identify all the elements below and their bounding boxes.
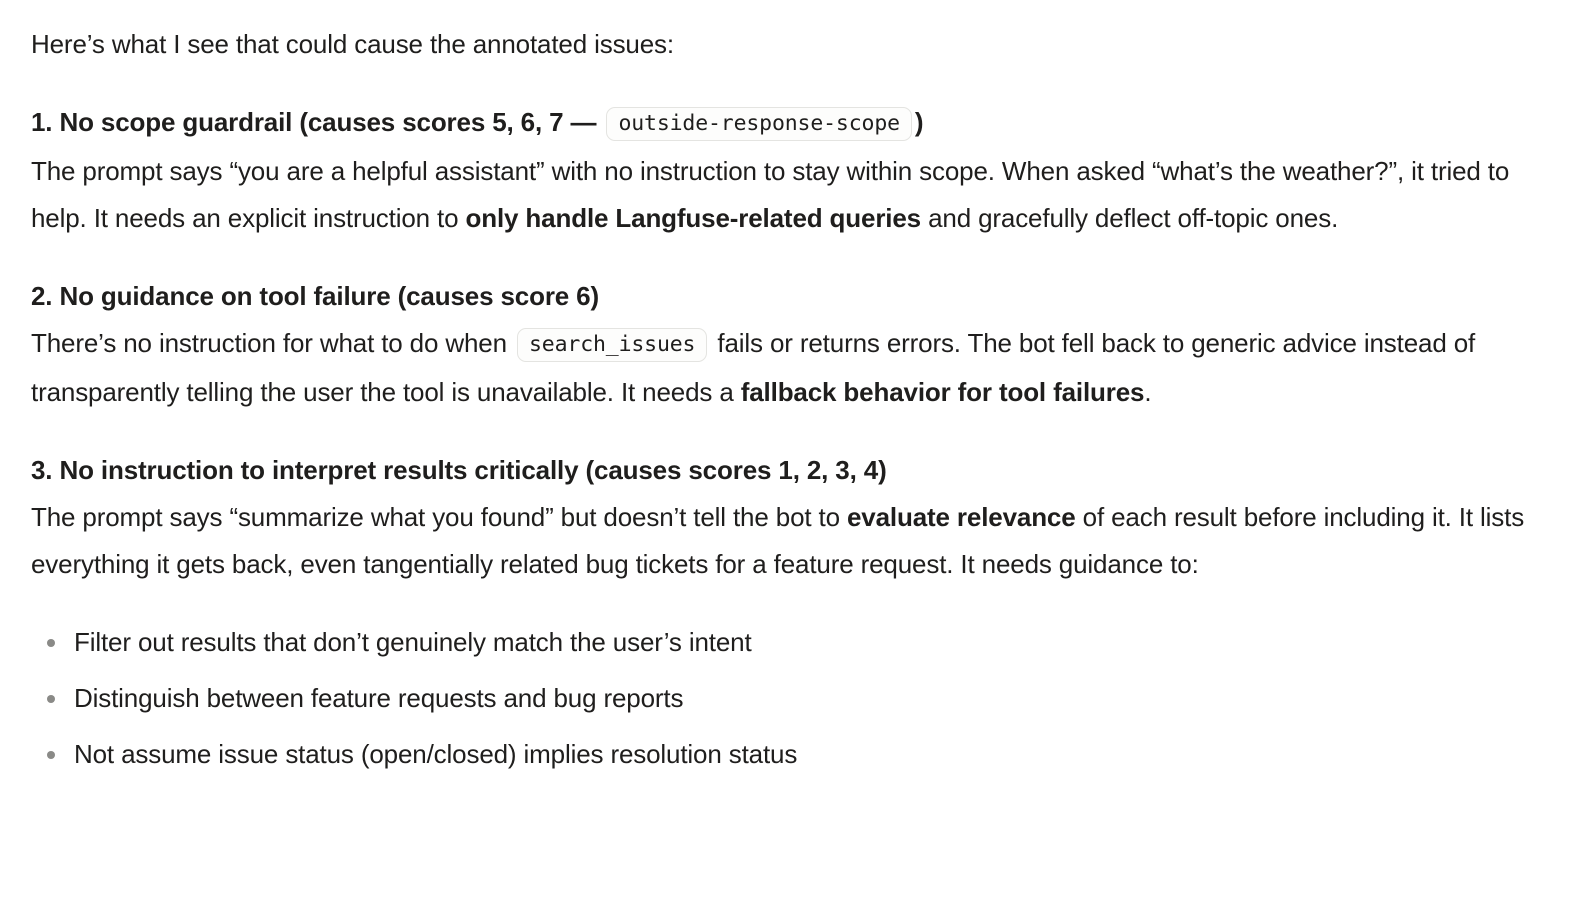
list-item bbox=[74, 731, 1561, 778]
bold-text: fallback behavior for tool failures bbox=[740, 377, 1145, 407]
bullet-list bbox=[31, 619, 1561, 778]
text-run: The prompt says “summarize what you found” but doesn’t tell the bot to bbox=[31, 502, 847, 532]
bold-text: evaluate relevance bbox=[846, 502, 1076, 532]
bold-text: only handle Langfuse-related queries bbox=[465, 203, 921, 233]
text-run: 3. No instruction to interpret results critically (causes scores 1, 2, 3, 4) bbox=[31, 455, 887, 485]
inline-code: search_issues bbox=[517, 328, 707, 362]
text-run: 1. No scope guardrail (causes scores 5, 6, 7 — bbox=[31, 107, 604, 137]
list-item-text: Not assume issue status (open/closed) implies resolution status bbox=[74, 739, 798, 769]
section-heading bbox=[31, 455, 887, 485]
section-paragraph bbox=[31, 447, 1561, 588]
list-item-text: Filter out results that don’t genuinely match the user’s intent bbox=[74, 627, 752, 657]
sections bbox=[31, 99, 1561, 588]
text-run: The prompt says “you are a helpful assistant” with no instruction to stay within scope. When asked “what’s the weather?”, it tried to help. It needs an explicit instruction to bbox=[31, 156, 1510, 233]
text-run: 2. No guidance on tool failure (causes score 6) bbox=[31, 281, 599, 311]
section-heading bbox=[31, 281, 599, 311]
text-run: ) bbox=[914, 107, 924, 137]
section-heading bbox=[31, 107, 923, 137]
text-run: fails or returns errors. The bot fell back to generic advice instead of transparently telling the user the tool is unavailable. It needs a bbox=[31, 328, 1476, 407]
inline-code: outside-response-scope bbox=[606, 107, 911, 141]
list-item-text: Distinguish between feature requests and bug reports bbox=[74, 683, 684, 713]
text-run: There’s no instruction for what to do when bbox=[31, 328, 515, 358]
section-paragraph bbox=[31, 273, 1561, 416]
text-run: of each result before including it. It lists everything it gets back, even tangentially related bug tickets for a feature request. It needs guidance to: bbox=[31, 502, 1525, 579]
list-item bbox=[74, 675, 1561, 722]
text-run: . bbox=[1144, 377, 1152, 407]
intro-paragraph: Here’s what I see that could cause the annotated issues: bbox=[31, 29, 674, 59]
text-run: and gracefully deflect off-topic ones. bbox=[921, 203, 1339, 233]
section-paragraph bbox=[31, 99, 1561, 242]
list-item bbox=[74, 619, 1561, 666]
